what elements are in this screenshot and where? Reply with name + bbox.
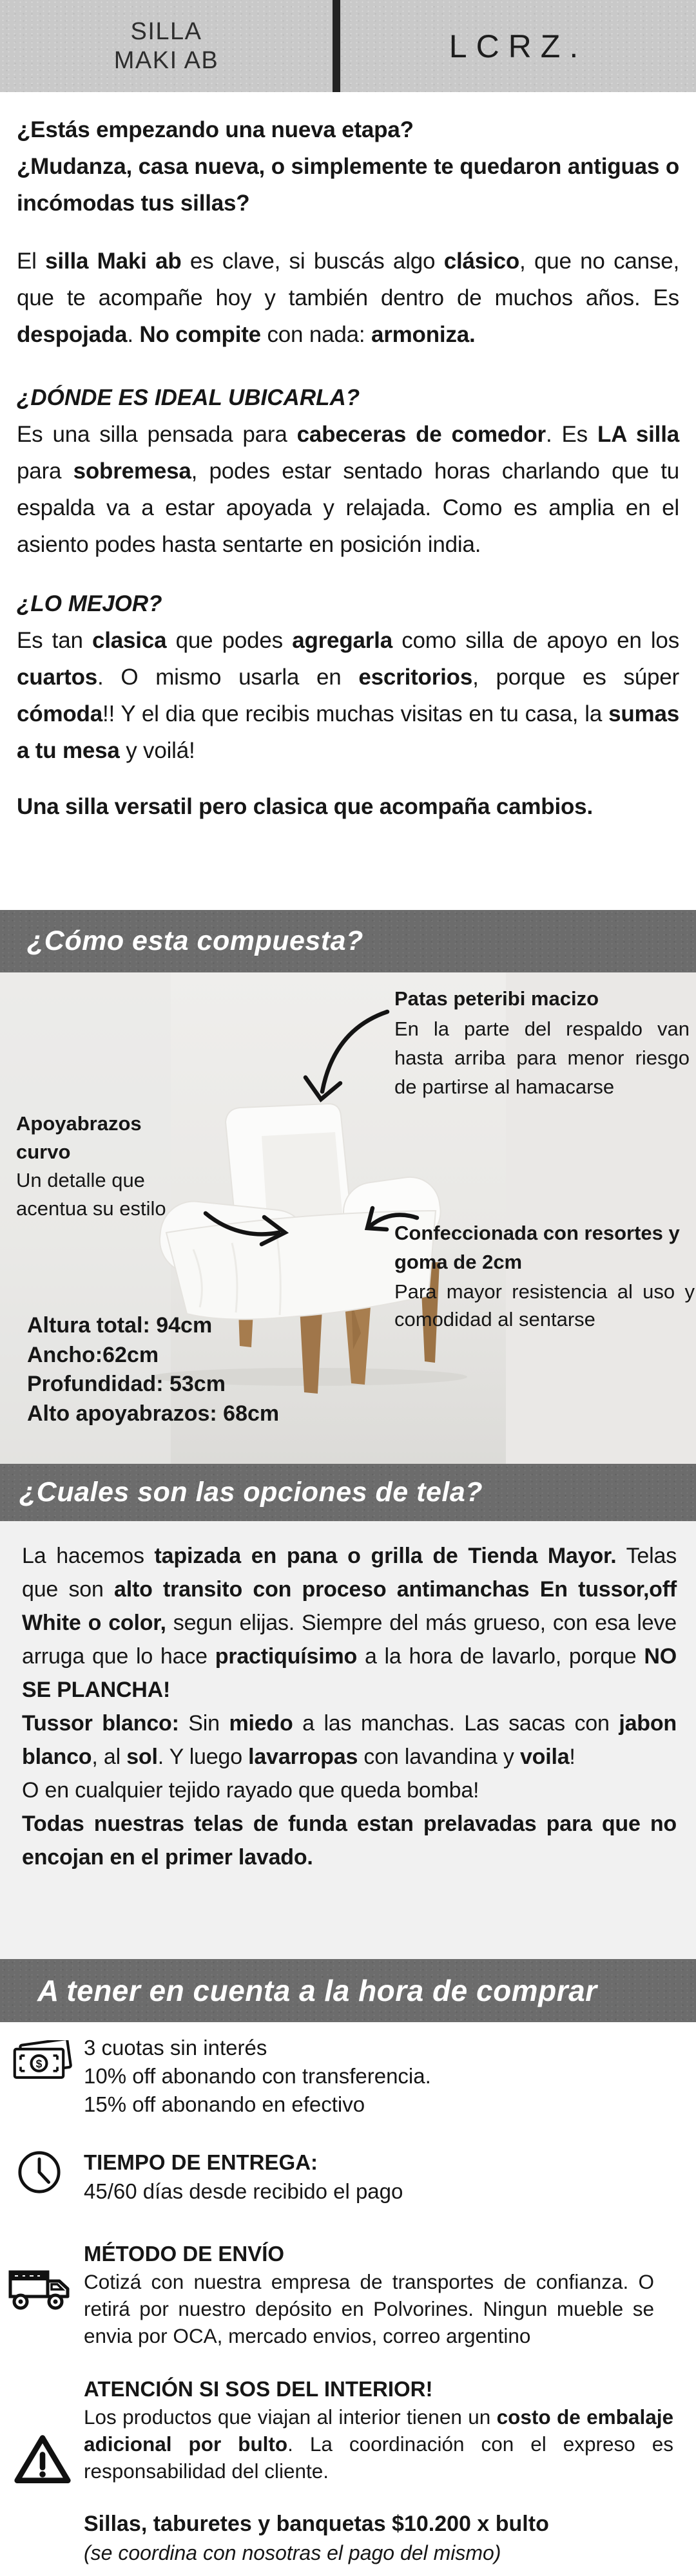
- banner-title: ¿Cómo esta compuesta?: [27, 925, 363, 956]
- text-segment: para: [17, 459, 73, 484]
- buying-info-section: [0, 2022, 696, 2576]
- text-segment: y voilá!: [119, 738, 195, 763]
- lo-mejor-paragraph: [17, 622, 679, 769]
- text-segment: alto transito con proceso antimanchas: [114, 1577, 530, 1602]
- text-segment: sol: [126, 1745, 158, 1769]
- text-segment: segun elijas. Siempre del más grueso, con esa leve arruga que lo hace: [22, 1611, 677, 1669]
- heading-donde-ubicarla: ¿DÓNDE ES IDEAL UBICARLA?: [17, 385, 360, 410]
- annotation-patas-body: En la parte del respaldo van hasta arriba para menor riesgo de partirse al hamacarse: [394, 1018, 690, 1098]
- text-segment: que podes: [166, 628, 293, 653]
- text-segment: .: [127, 322, 140, 347]
- text-segment: ¿Estás empezando una nueva etapa?: [17, 117, 414, 142]
- text-segment: agregarla: [292, 628, 392, 653]
- text-segment: Los productos que viajan al interior tienen un: [84, 2405, 497, 2429]
- header-divider: [333, 0, 340, 92]
- header: [0, 0, 696, 92]
- versatil-line: [17, 788, 679, 825]
- text-segment: miedo: [229, 1711, 293, 1736]
- bulto-price-block: [84, 2509, 549, 2567]
- text-segment: costo de embalaje adicional por bulto: [84, 2405, 673, 2456]
- banner-title: A tener en cuenta a la hora de comprar: [37, 1974, 597, 2007]
- text-segment: silla Maki ab: [45, 249, 182, 274]
- list-item: Profundidad: 53cm: [27, 1372, 226, 1396]
- money-bills-icon: [13, 2040, 72, 2084]
- bulto-price-line: Sillas, taburetes y banquetas $10.200 x bulto: [84, 2512, 549, 2536]
- annotation-apoyabrazos-title: Apoyabrazos curvo: [16, 1112, 142, 1163]
- text-segment: Telas que son: [22, 1544, 677, 1602]
- shipping-block: [84, 2240, 654, 2349]
- composition-section: [0, 972, 696, 1464]
- text-segment: armoniza.: [371, 322, 476, 347]
- tela-paragraph-3: [22, 1774, 677, 1807]
- svg-text:$: $: [35, 2057, 43, 2070]
- text-segment: , podes estar sentado horas charlando que tu espalda va a estar apoyada y relajada. Como es amplia en el asiento podes hasta sentarte en posición india.: [17, 459, 679, 557]
- list-item: Alto apoyabrazos: 68cm: [27, 1401, 280, 1426]
- banner-title: ¿Cuales son las opciones de tela?: [19, 1477, 483, 1508]
- annotation-resortes-title: Confeccionada con resortes y goma de 2cm: [394, 1222, 680, 1273]
- text-segment: lavarropas: [248, 1745, 358, 1769]
- payment-lines: [84, 2034, 431, 2119]
- text-segment: clásico: [443, 249, 520, 274]
- text-segment: cabeceras de comedor: [296, 422, 546, 447]
- annotation-resortes-body: Para mayor resistencia al uso y comodidad al sentarse: [394, 1280, 695, 1331]
- list-item: 15% off abonando en efectivo: [84, 2092, 365, 2116]
- text-segment: . Es: [545, 422, 597, 447]
- tela-paragraph-1: [22, 1539, 677, 1707]
- list-item: Altura total: 94cm: [27, 1313, 213, 1338]
- tela-section: [0, 1521, 696, 1959]
- brand-logo: LCRZ.: [449, 28, 588, 64]
- annotation-patas-title: Patas peteribi macizo: [394, 987, 599, 1010]
- text-segment: sobremesa: [73, 459, 191, 484]
- text-segment: con nada:: [260, 322, 371, 347]
- text-segment: clasica: [92, 628, 167, 653]
- clock-icon: [17, 2150, 62, 2198]
- product-title: [0, 0, 333, 92]
- delivery-body: 45/60 días desde recibido el pago: [84, 2179, 403, 2203]
- delivery-block: [84, 2148, 403, 2206]
- text-segment: con lavandina y: [358, 1745, 520, 1769]
- intro-section: [0, 111, 696, 910]
- text-segment: NO SE PLANCHA!: [22, 1644, 677, 1702]
- delivery-truck-icon: [8, 2266, 70, 2315]
- text-segment: voila: [519, 1745, 570, 1769]
- text-segment: La hacemos: [22, 1544, 155, 1568]
- tela-paragraph-4: [22, 1807, 677, 1874]
- shipping-body: Cotizá con nuestra empresa de transportes de confianza. O retirá por nuestro depósito en Polvorines. Ningun mueble se envia por OCA, mercado envios, correo argentino: [84, 2270, 654, 2347]
- text-segment: El: [17, 249, 46, 274]
- section-banner-composicion: [0, 910, 696, 972]
- annotation-resortes: [394, 1218, 695, 1333]
- annotation-apoyabrazos: [16, 1110, 191, 1223]
- section-banner-telas: [0, 1464, 696, 1521]
- interior-warning-block: [84, 2375, 673, 2485]
- text-segment: . Y luego: [157, 1745, 249, 1769]
- text-segment: tapizada en pana o grilla de Tienda Mayor.: [154, 1544, 617, 1568]
- brand-panel: [340, 0, 696, 92]
- measurements-list: [27, 1311, 279, 1428]
- tela-paragraph-2: [22, 1707, 677, 1774]
- text-segment: !: [569, 1745, 575, 1769]
- text-segment: cómoda: [17, 701, 102, 726]
- text-segment: cuartos: [17, 665, 98, 690]
- intro-description: [17, 243, 679, 353]
- annotation-apoyabrazos-body: Un detalle que acentua su estilo: [16, 1169, 166, 1220]
- text-segment: O en cualquier tejido rayado que queda bomba!: [22, 1778, 479, 1803]
- interior-body: [84, 2403, 673, 2485]
- text-segment: . La coordinación con el expreso es responsabilidad del cliente.: [84, 2432, 673, 2483]
- text-segment: sumas a tu mesa: [17, 701, 679, 763]
- delivery-title: TIEMPO DE ENTREGA:: [84, 2150, 318, 2174]
- text-segment: Es tan: [17, 628, 92, 653]
- text-segment: Es una silla pensada para: [17, 422, 297, 447]
- text-segment: , al: [92, 1745, 127, 1769]
- text-segment: [529, 1577, 539, 1602]
- text-segment: LA silla: [597, 422, 679, 447]
- text-segment: En tussor,off White o color,: [22, 1577, 677, 1635]
- annotation-patas: [394, 985, 690, 1101]
- text-segment: Todas nuestras telas de funda estan prelavadas para que no encojan en el primer lavado.: [22, 1812, 677, 1870]
- text-segment: ¿Mudanza, casa nueva, o simplemente te quedaron antiguas o incómodas tus sillas?: [17, 154, 679, 216]
- warning-triangle-icon: [13, 2432, 72, 2489]
- text-segment: despojada: [17, 322, 128, 347]
- list-item: 10% off abonando con transferencia.: [84, 2064, 431, 2088]
- ubicacion-paragraph: [17, 416, 679, 563]
- text-segment: Una silla versatil pero clasica que acompaña cambios.: [17, 794, 593, 819]
- text-segment: es clave, si buscás algo: [181, 249, 444, 274]
- text-segment: , porque es súper: [472, 665, 679, 690]
- intro-hook: [17, 111, 679, 222]
- text-segment: a la hora de lavarlo, porque: [357, 1644, 644, 1669]
- product-title-line1: SILLA: [130, 17, 202, 45]
- text-segment: . O mismo usarla en: [97, 665, 359, 690]
- shipping-title: MÉTODO DE ENVÍO: [84, 2242, 285, 2266]
- text-segment: a las manchas. Las sacas con: [293, 1711, 619, 1736]
- text-segment: Tussor blanco:: [22, 1711, 179, 1736]
- list-item: Ancho:62cm: [27, 1342, 159, 1367]
- text-segment: escritorios: [358, 665, 473, 690]
- text-segment: como silla de apoyo en los: [392, 628, 679, 653]
- list-item: 3 cuotas sin interés: [84, 2036, 267, 2060]
- heading-lo-mejor: ¿LO MEJOR?: [17, 591, 162, 616]
- interior-title: ATENCIÓN SI SOS DEL INTERIOR!: [84, 2377, 433, 2401]
- section-banner-comprar: [0, 1959, 696, 2022]
- text-segment: practiquísimo: [215, 1644, 358, 1669]
- text-segment: !! Y el dia que recibis muchas visitas en tu casa, la: [102, 701, 609, 726]
- text-segment: jabon blanco: [22, 1711, 677, 1769]
- product-title-line2: MAKI AB: [113, 46, 219, 74]
- text-segment: , que no canse, que te acompañe hoy y también dentro de muchos años. Es: [17, 249, 680, 310]
- text-segment: Sin: [179, 1711, 229, 1736]
- text-segment: No compite: [139, 322, 261, 347]
- bulto-note: (se coordina con nosotras el pago del mismo): [84, 2541, 501, 2564]
